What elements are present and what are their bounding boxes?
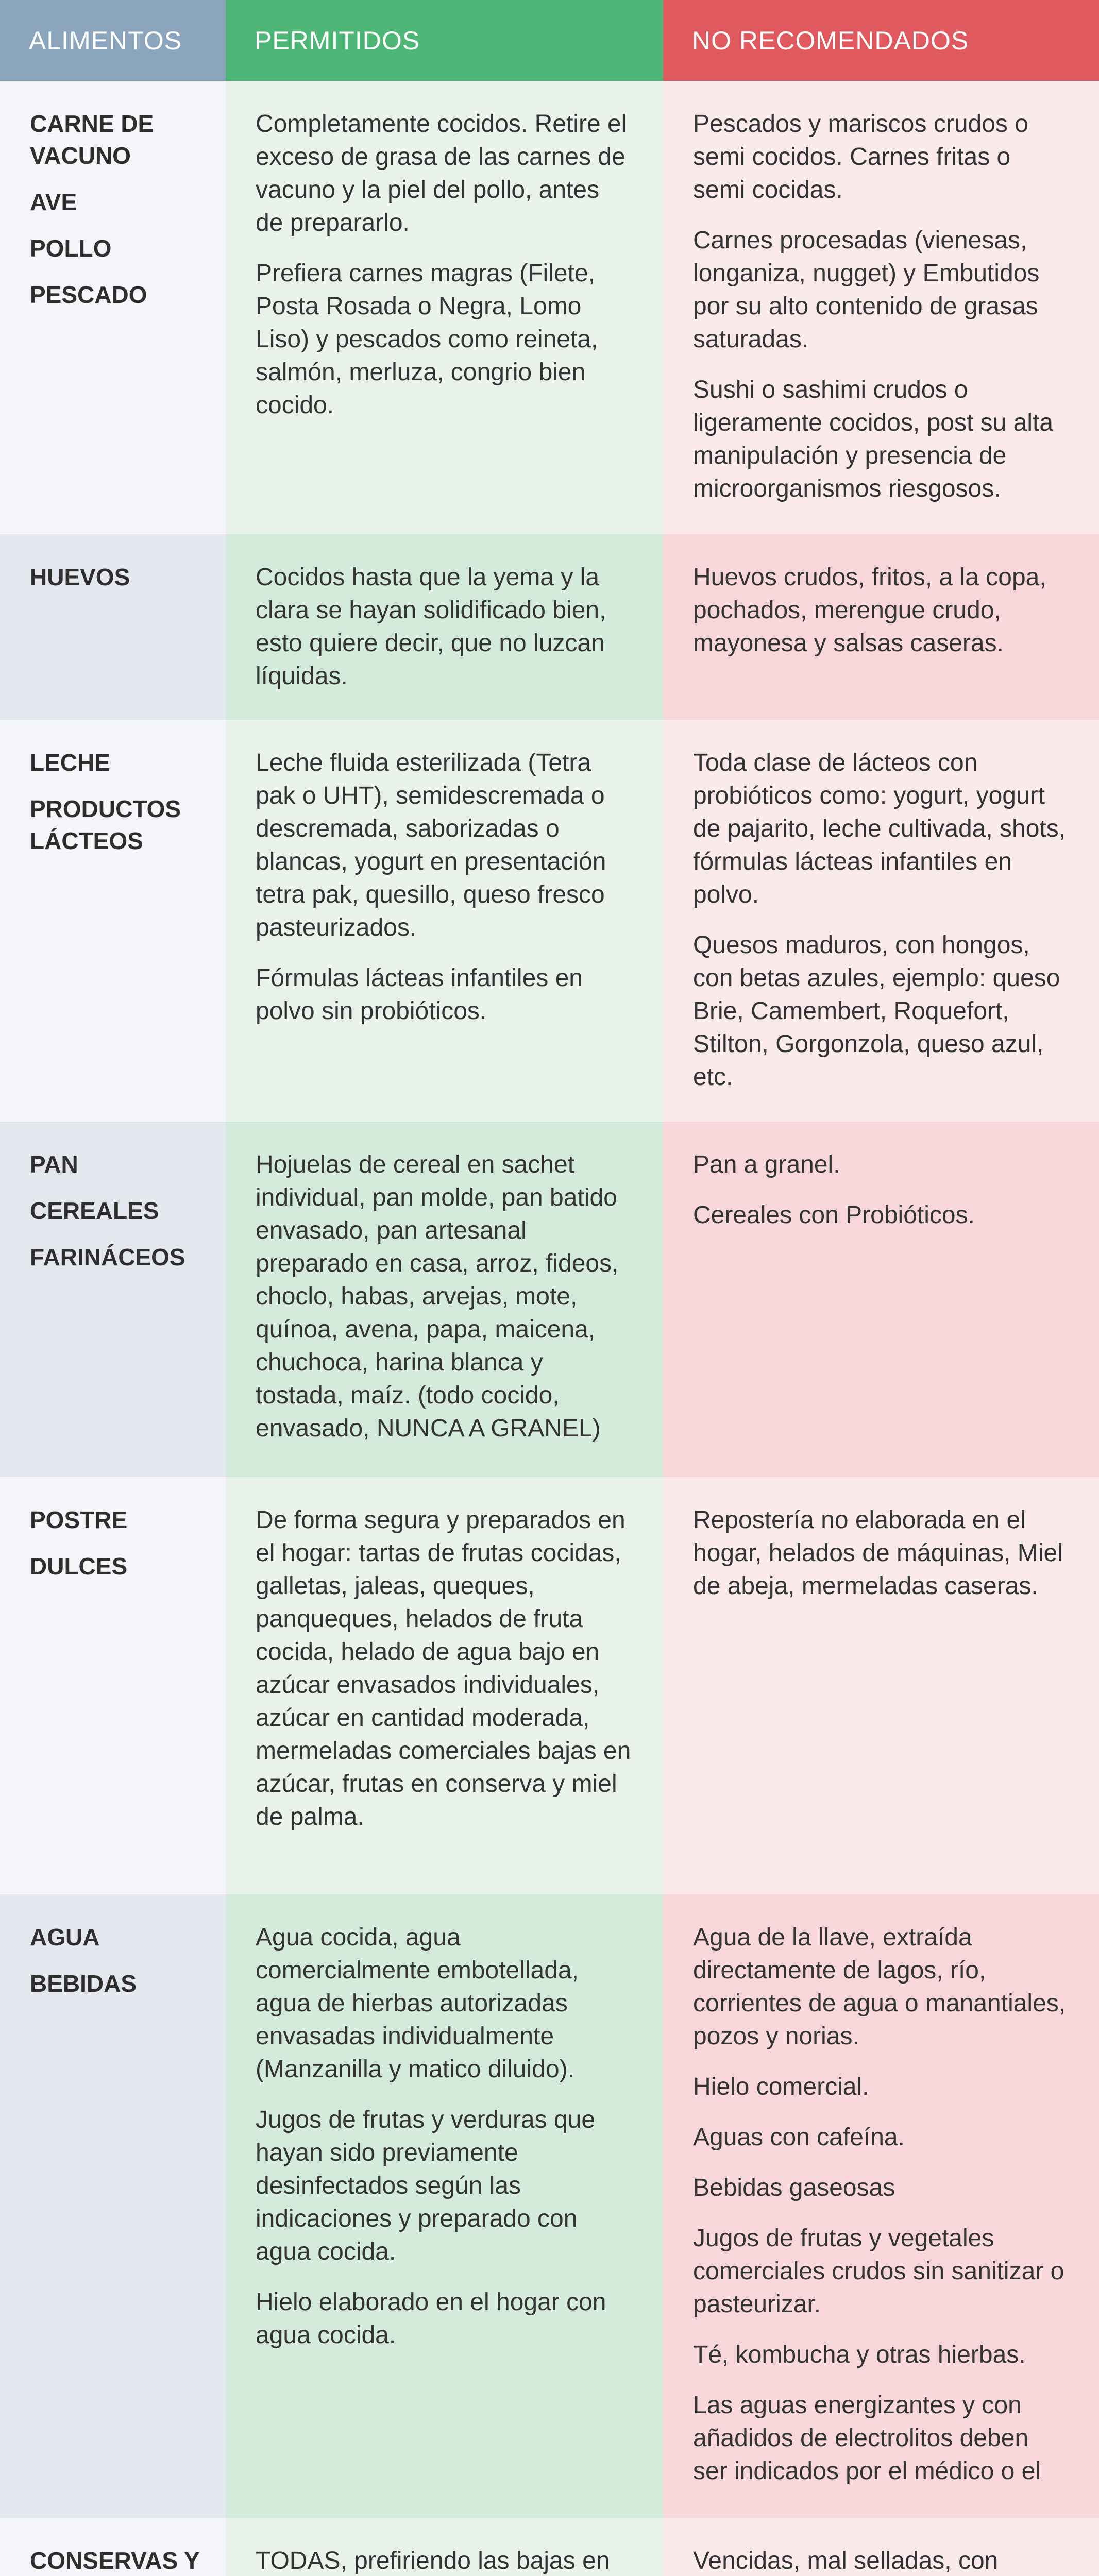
alimentos-cell [0,1122,226,1477]
food-category-label: POSTRE [30,1506,128,1533]
permitidos-cell [226,720,663,1122]
no-recomendados-paragraph: Carnes procesadas (vienesas, longaniza, nugget) y Embutidos por su alto contenido de grasas saturadas. [693,227,1040,353]
no-recomendados-paragraph: Toda clase de lácteos con probióticos como: yogurt, yogurt de pajarito, leche cultivada, shots, fórmulas lácteas infantiles en polvo. [693,749,1066,908]
food-category-label: FARINÁCEOS [30,1244,185,1270]
alimentos-cell [0,720,226,1122]
alimentos-cell [0,1894,226,2518]
no-recomendados-cell [663,81,1099,534]
header-permitidos: PERMITIDOS [226,0,663,81]
permitidos-cell [226,1477,663,1894]
food-category-label: POLLO [30,235,112,262]
no-recomendados-cell [663,2518,1099,2576]
permitidos-paragraph: TODAS, prefiriendo las bajas en [256,2547,610,2574]
permitidos-paragraph: Completamente cocidos. Retire el exceso de grasa de las carnes de vacuno y la piel del pollo, antes de prepararlo. [256,110,627,236]
no-recomendados-paragraph: Agua de la llave, extraída directamente de lagos, río, corrientes de agua o manantiales, pozos y norias. [693,1924,1066,2050]
no-recomendados-paragraph: Quesos maduros, con hongos, con betas azules, ejemplo: queso Brie, Camembert, Roquefort, Stilton, Gorgonzola, queso azul, etc. [693,931,1060,1091]
alimentos-cell [0,1477,226,1894]
food-category-label: PESCADO [30,281,147,308]
food-category-label: AVE [30,189,77,215]
food-category-label: AGUA [30,1924,100,1951]
no-recomendados-paragraph: Bebidas gaseosas [693,2174,895,2201]
food-category-label: LECHE [30,749,110,776]
permitidos-cell [226,81,663,534]
no-recomendados-paragraph: Repostería no elaborada en el hogar, helados de máquinas, Miel de abeja, mermeladas caseras. [693,1506,1063,1600]
food-category-label: CEREALES [30,1197,159,1224]
alimentos-cell [0,534,226,720]
no-recomendados-paragraph: Aguas con cafeína. [693,2124,905,2151]
no-recomendados-paragraph: Las aguas energizantes y con añadidos de electrolitos deben ser indicados por el médico o el [693,2392,1041,2485]
alimentos-cell [0,81,226,534]
food-category-label: CONSERVAS Y [30,2547,199,2574]
permitidos-paragraph: Agua cocida, agua comercialmente embotellada, agua de hierbas autorizadas envasadas individualmente (Manzanilla y matico diluido). [256,1924,579,2083]
food-category-label: CARNE DE VACUNO [30,110,154,169]
no-recomendados-paragraph: Vencidas, mal selladas, con [693,2547,999,2574]
permitidos-paragraph: Fórmulas lácteas infantiles en polvo sin probióticos. [256,964,583,1025]
no-recomendados-cell [663,534,1099,720]
alimentos-cell [0,2518,226,2576]
no-recomendados-paragraph: Té, kombucha y otras hierbas. [693,2341,1026,2368]
no-recomendados-cell [663,1122,1099,1477]
food-category-label: PRODUCTOS LÁCTEOS [30,795,181,854]
no-recomendados-cell [663,1477,1099,1894]
permitidos-paragraph: Hielo elaborado en el hogar con agua cocida. [256,2289,606,2349]
food-category-label: DULCES [30,1553,128,1580]
permitidos-cell [226,1894,663,2518]
permitidos-paragraph: De forma segura y preparados en el hogar: tartas de frutas cocidas, galletas, jaleas, queques, panqueques, helados de fruta cocida, helado de agua bajo en azúcar envasados individuales, azúcar en cantidad moderada, mermeladas comerciales bajas en azúcar, frutas en conserva y miel de palma. [256,1506,631,1831]
permitidos-paragraph: Leche fluida esterilizada (Tetra pak o UHT), semidescremada o descremada, saborizadas o blancas, yogurt en presentación tetra pak, quesillo, queso fresco pasteurizados. [256,749,606,941]
no-recomendados-paragraph: Pescados y mariscos crudos o semi cocidos. Carnes fritas o semi cocidas. [693,110,1028,204]
food-category-label: BEBIDAS [30,1970,137,1997]
permitidos-paragraph: Cocidos hasta que la yema y la clara se hayan solidificado bien, esto quiere decir, que no luzcan líquidas. [256,564,606,690]
no-recomendados-cell [663,720,1099,1122]
header-no-recomendados: NO RECOMENDADOS [663,0,1099,81]
header-alimentos: ALIMENTOS [0,0,226,81]
no-recomendados-paragraph: Sushi o sashimi crudos o ligeramente cocidos, post su alta manipulación y presencia de microorganismos riesgosos. [693,376,1054,502]
no-recomendados-paragraph: Hielo comercial. [693,2073,869,2100]
permitidos-cell [226,2518,663,2576]
permitidos-paragraph: Prefiera carnes magras (Filete, Posta Rosada o Negra, Lomo Liso) y pescados como reineta, salmón, merluza, congrio bien cocido. [256,260,598,419]
no-recomendados-paragraph: Pan a granel. [693,1151,840,1178]
no-recomendados-paragraph: Jugos de frutas y vegetales comerciales crudos sin sanitizar o pasteurizar. [693,2225,1064,2318]
permitidos-cell [226,1122,663,1477]
no-recomendados-paragraph: Huevos crudos, fritos, a la copa, pochados, merengue crudo, mayonesa y salsas caseras. [693,564,1046,657]
food-category-label: HUEVOS [30,564,130,590]
permitidos-paragraph: Jugos de frutas y verduras que hayan sido previamente desinfectados según las indicaciones y preparado con agua cocida. [256,2106,596,2265]
permitidos-paragraph: Hojuelas de cereal en sachet individual, pan molde, pan batido envasado, pan artesanal preparado en casa, arroz, fideos, choclo, habas, arvejas, mote, quínoa, avena, papa, maicena, chuchoca, harina blanca y tostada, maíz. (todo cocido, envasado, NUNCA A GRANEL) [256,1151,619,1442]
food-category-label: PAN [30,1151,78,1178]
permitidos-cell [226,534,663,720]
no-recomendados-paragraph: Cereales con Probióticos. [693,1201,975,1229]
no-recomendados-cell [663,1894,1099,2518]
